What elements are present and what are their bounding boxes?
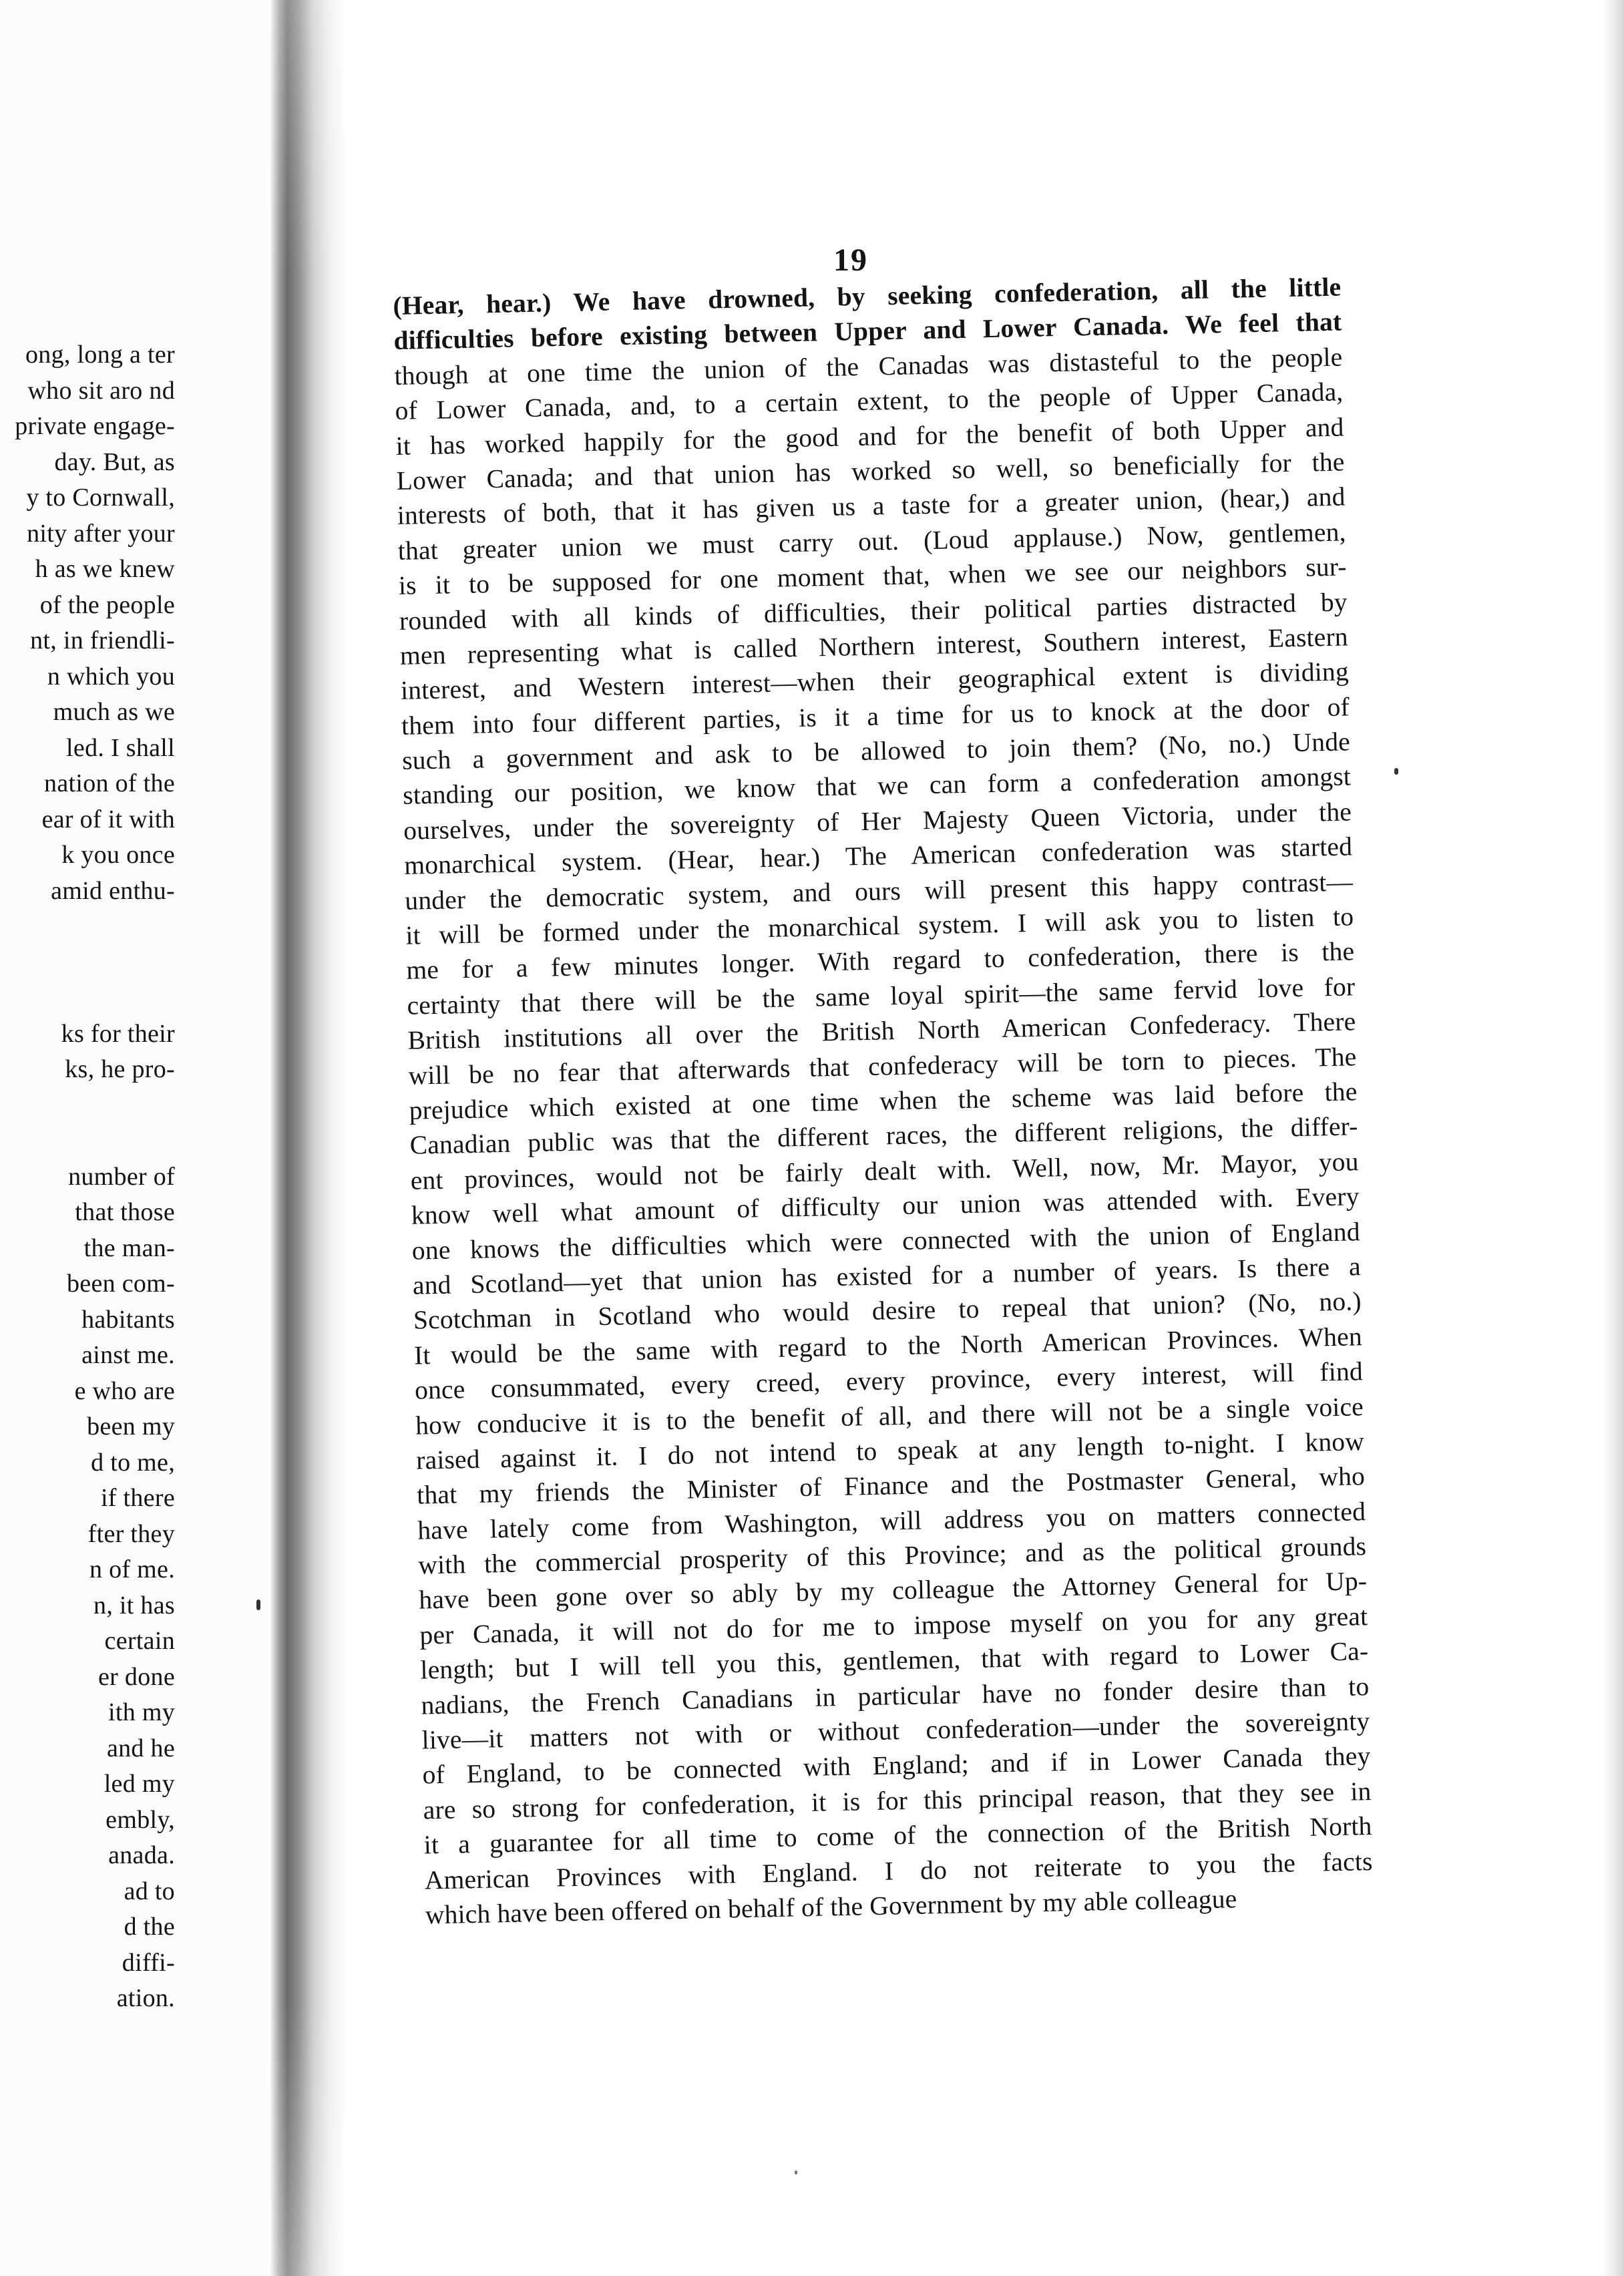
text-line: which have been offered on behalf of the Government by my able colleague <box>425 1884 1237 1930</box>
previous-page-line: y to Cornwall, <box>26 484 175 512</box>
previous-page-line: led my <box>104 1770 175 1798</box>
text-line: have lately come from Washington, will address you on matters connected <box>417 1496 1366 1545</box>
text-line: ent provinces, would not be fairly dealt with. Well, now, Mr. Mayor, you <box>410 1147 1359 1195</box>
previous-page-line: ong, long a ter <box>25 341 175 369</box>
book-spine-shadow <box>270 0 347 2276</box>
page-edge-shadow <box>1601 0 1624 2276</box>
text-line: one knows the difficulties which were connected with the union of England <box>411 1216 1361 1266</box>
text-line: will be no fear that afterwards that confederacy will be torn to pieces. The <box>408 1041 1357 1091</box>
previous-page-line: d the <box>124 1913 175 1941</box>
text-line: of Lower Canada, and, to a certain extent, to the people of Upper Canada, <box>395 377 1344 426</box>
previous-page-line: e who are <box>74 1376 175 1405</box>
text-line: rounded with all kinds of difficulties, their political parties distracted by <box>399 586 1348 636</box>
previous-page-line: d to me, <box>91 1448 175 1477</box>
page-number: 19 <box>833 242 868 278</box>
text-line: with the commercial prosperity of this Province; and as the political grounds <box>417 1531 1367 1580</box>
previous-page-line: h as we knew <box>35 555 175 583</box>
previous-page-text <box>0 337 175 2017</box>
text-line: nadians, the French Canadians in particular have no fonder desire than to <box>421 1671 1370 1720</box>
previous-page-line: led. I shall <box>66 733 175 762</box>
text-line: it will be formed under the monarchical system. I will ask you to listen to <box>405 902 1354 950</box>
text-line: Canadian public was that the different races, the different religions, the differ- <box>409 1111 1358 1161</box>
previous-page-line: habitants <box>81 1305 175 1334</box>
previous-page-line: ation. <box>116 1984 175 2012</box>
previous-page-line: nt, in friendli- <box>30 626 175 654</box>
current-page <box>347 0 1624 2276</box>
previous-page-line: private engage- <box>15 412 175 440</box>
text-line: is it to be supposed for one moment that, when we see our neighbors sur- <box>398 552 1348 601</box>
text-line: though at one time the union of the Canadas was distasteful to the people <box>394 342 1343 391</box>
text-line: British institutions all over the British North American Confederacy. There <box>407 1006 1356 1055</box>
ink-speck <box>1394 768 1398 775</box>
text-line: monarchical system. (Hear, hear.) The American confederation was started <box>403 831 1353 881</box>
text-line: me for a few minutes longer. With regard to confederation, there is the <box>406 936 1355 986</box>
text-line: that greater union we must carry out. (Loud applause.) Now, gentlemen, <box>397 517 1347 566</box>
text-line: prejudice which existed at one time when the scheme was laid before the <box>409 1077 1358 1125</box>
previous-page-line: and he <box>106 1734 175 1762</box>
previous-page-line: amid enthu- <box>51 876 175 905</box>
text-line: under the democratic system, and ours will present this happy contrast— <box>404 866 1354 916</box>
spine-highlight <box>270 0 347 2276</box>
previous-page-line: fter they <box>87 1519 175 1548</box>
text-line: that my friends the Minister of Finance and the Postmaster General, who <box>416 1461 1366 1510</box>
previous-page-line: day. But, as <box>54 447 175 476</box>
text-line: Lower Canada; and that union has worked so well, so beneficially for the <box>396 447 1345 496</box>
previous-page-line <box>0 909 175 945</box>
text-line: standing our position, we know that we can form a confederation amongst <box>402 761 1352 811</box>
previous-page-line: ks, he pro- <box>65 1055 175 1083</box>
previous-page-line: nation of the <box>44 769 175 797</box>
ink-speck <box>795 2170 797 2174</box>
previous-page-line: diffi- <box>122 1948 175 1977</box>
previous-page-line: ks for their <box>61 1019 175 1048</box>
text-line: know well what amount of difficulty our union was attended with. Every <box>411 1181 1360 1230</box>
text-line: how conducive it is to the benefit of all, and there will not be a single voice <box>415 1391 1364 1441</box>
previous-page-line <box>0 980 175 1016</box>
text-line: men representing what is called Northern interest, Southern interest, Eastern <box>399 622 1349 671</box>
previous-page-line: the man- <box>83 1234 175 1262</box>
text-line: length; but I will tell you this, gentlemen, that with regard to Lower Ca- <box>420 1636 1369 1685</box>
text-line: of England, to be connected with England; and if in Lower Canada they <box>422 1741 1371 1790</box>
previous-page-line: anada. <box>108 1841 175 1869</box>
text-line: (Hear, hear.) We have drowned, by seeking confederation, all the little <box>393 272 1342 321</box>
previous-page-line: certain <box>104 1627 175 1655</box>
previous-page-line: of the people <box>39 590 175 619</box>
previous-page-line: who sit aro nd <box>27 376 175 405</box>
text-line: have been gone over so ably by my colleague the Attorney General for Up- <box>418 1566 1368 1616</box>
text-line: American Provinces with England. I do not reiterate to you the facts <box>424 1846 1373 1895</box>
previous-page-line: ainst me. <box>81 1341 175 1369</box>
previous-page-line: nity after your <box>27 519 175 548</box>
text-line: difficulties before existing between Upper and Lower Canada. We feel that <box>393 307 1342 356</box>
text-line: interest, and Western interest—when their geographical extent is dividing <box>400 656 1350 706</box>
previous-page-line: k you once <box>61 841 175 869</box>
previous-page-line: ad to <box>124 1877 175 1905</box>
previous-page-line: n which you <box>47 662 175 691</box>
text-line: ourselves, under the sovereignty of Her Majesty Queen Victoria, under the <box>403 797 1352 845</box>
previous-page-line: much as we <box>53 698 175 726</box>
previous-page-line: number of <box>68 1162 175 1191</box>
previous-page-line: embly, <box>106 1805 175 1834</box>
text-line: Scotchman in Scotland who would desire to repeal that union? (No, no.) <box>413 1286 1362 1336</box>
text-line: interests of both, that it has given us a taste for a greater union, (hear,) and <box>397 482 1346 531</box>
text-line: certainty that there will be the same loyal spirit—the same fervid love for <box>407 972 1356 1020</box>
text-line: once consummated, every creed, every province, every interest, will find <box>414 1356 1364 1405</box>
text-line: such a government and ask to be allowed to join them? (No, no.) Unde <box>401 727 1351 775</box>
previous-page-line: that those <box>75 1198 175 1226</box>
previous-page-line: n, it has <box>93 1591 175 1620</box>
previous-page-line: been com- <box>66 1270 175 1298</box>
previous-page-line: been my <box>87 1412 175 1441</box>
previous-page-line: ith my <box>108 1698 175 1726</box>
previous-page-line <box>0 1088 175 1124</box>
previous-page-line: er done <box>98 1662 175 1691</box>
text-line: are so strong for confederation, it is for this principal reason, that they see in <box>423 1776 1372 1825</box>
previous-page-line: n of me. <box>89 1555 175 1583</box>
text-line: it has worked happily for the good and for the benefit of both Upper and <box>395 412 1344 461</box>
text-line: per Canada, it will not do for me to impose myself on you for any great <box>419 1601 1368 1650</box>
text-line: them into four different parties, is it a time for us to knock at the door of <box>401 692 1350 741</box>
previous-page-line <box>0 945 175 981</box>
previous-page-line: ear of it with <box>41 805 175 833</box>
previous-page-fragment <box>0 0 272 2276</box>
ink-speck <box>256 1599 260 1610</box>
text-line: live—it matters not with or without confederation—under the sovereignty <box>421 1706 1370 1755</box>
text-line: raised against it. I do not intend to speak at any length to-night. I know <box>415 1427 1365 1475</box>
previous-page-line <box>0 1123 175 1159</box>
previous-page-line: if there <box>100 1484 175 1512</box>
body-text <box>393 270 1374 1933</box>
text-line: It would be the same with regard to the North American Provinces. When <box>413 1321 1363 1370</box>
text-line: and Scotland—yet that union has existed for a number of years. Is there a <box>412 1252 1362 1300</box>
text-line: it a guarantee for all time to come of the connection of the British North <box>423 1811 1372 1860</box>
